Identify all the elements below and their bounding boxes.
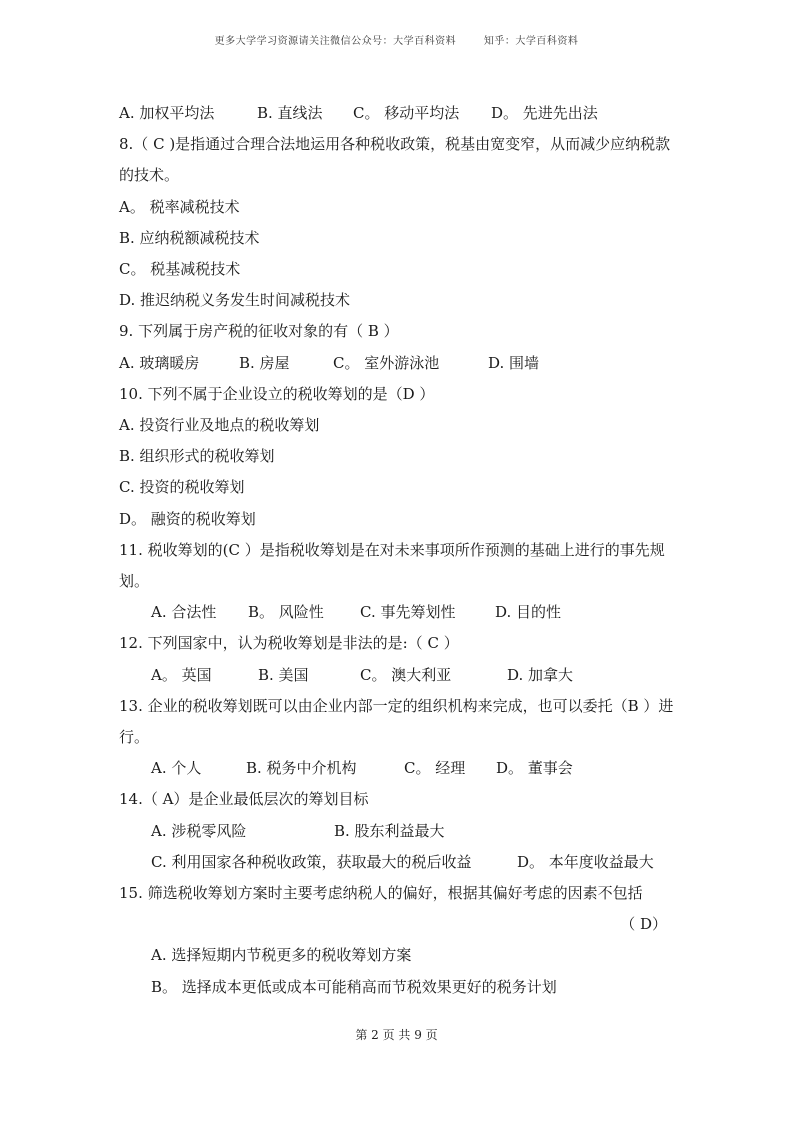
q7-option-b: B. 直线法 — [257, 104, 323, 122]
q9-stem: 9. 下列属于房产税的征收对象的有（ B ） — [119, 322, 399, 341]
q13-option-b: B. 税务中介机构 — [246, 759, 357, 778]
q8-stem: 8.（ C )是指通过合理合法地运用各种税收政策，税基由宽变窄，从而减少应纳税款的技术。 — [119, 135, 671, 185]
q15-stem: 15. 筛选税收筹划方案时主要考虑纳税人的偏好，根据其偏好考虑的因素不包括 — [119, 884, 643, 903]
document-body — [119, 98, 679, 1003]
q15-answer: （ D） — [620, 915, 667, 934]
q12-options — [119, 660, 679, 691]
q7-option-c: C。 移动平均法 — [353, 104, 460, 122]
q10-stem: 10. 下列不属于企业设立的税收筹划的是（D ） — [119, 384, 435, 403]
q12-option-d: D. 加拿大 — [507, 665, 574, 684]
page-header — [0, 32, 793, 47]
q11-option-a: A. 合法性 — [151, 603, 217, 622]
q9-option-d: D. 围墙 — [488, 353, 540, 372]
q12-option-a: A。 英国 — [151, 665, 212, 684]
q15-option-b: B。 选择成本更低或成本可能稍高而节税效果更好的税务计划 — [151, 977, 557, 996]
q7-option-a: A. 加权平均法 — [119, 104, 215, 122]
q13-options — [119, 753, 679, 784]
q11-option-d: D. 目的性 — [495, 603, 562, 622]
q13-option-a: A. 个人 — [151, 759, 202, 778]
q9-option-c: C。 室外游泳池 — [333, 353, 440, 372]
q14-options-row1 — [119, 816, 679, 847]
q15-option-a: A. 选择短期内节税更多的税收筹划方案 — [151, 946, 412, 965]
q11-option-c: C. 事先筹划性 — [360, 603, 456, 622]
q7-options — [119, 98, 679, 129]
q12-stem: 12. 下列国家中，认为税收筹划是非法的是:（ C ） — [119, 634, 459, 653]
page-number: 第 2 页 共 9 页 — [355, 1028, 438, 1042]
q9-option-a: A. 玻璃暖房 — [119, 353, 200, 372]
q13-option-c: C。 经理 — [404, 759, 466, 778]
header-zhihu-note: 知乎：大学百科资料 — [483, 36, 579, 47]
q8-option-a: A。 税率减税技术 — [119, 197, 240, 216]
q11-option-b: B。 风险性 — [248, 603, 324, 622]
q10-option-d: D。 融资的税收筹划 — [119, 509, 256, 528]
q11-stem: 11. 税收筹划的(C ）是指税收筹划是在对未来事项所作预测的基础上进行的事先规划。 — [119, 540, 665, 591]
q8-option-b: B. 应纳税额减税技术 — [119, 228, 260, 247]
q14-stem: 14.（ A）是企业最低层次的筹划目标 — [119, 790, 369, 809]
q8-option-d: D. 推迟纳税义务发生时间减税技术 — [119, 291, 351, 310]
q11-options — [119, 597, 679, 628]
q14-options-row2 — [119, 847, 679, 878]
q13-option-d: D。 董事会 — [496, 759, 573, 778]
q10-option-b: B. 组织形式的税收筹划 — [119, 447, 275, 466]
q9-options — [119, 348, 679, 379]
q8-option-c: C。 税基减税技术 — [119, 260, 241, 279]
header-wechat-note: 更多大学学习资源请关注微信公众号：大学百科资料 — [214, 36, 457, 47]
q10-option-a: A. 投资行业及地点的税收筹划 — [119, 416, 320, 435]
q14-option-a: A. 涉税零风险 — [151, 821, 247, 840]
q14-option-b: B. 股东利益最大 — [334, 821, 445, 840]
q9-option-b: B. 房屋 — [239, 353, 290, 372]
q7-option-d: D。 先进先出法 — [491, 104, 598, 122]
q12-option-b: B. 美国 — [258, 665, 309, 684]
q13-stem: 13. 企业的税收筹划既可以由企业内部一定的组织机构来完成，也可以委托（B ）进行。 — [119, 696, 674, 747]
q14-option-d: D。 本年度收益最大 — [517, 852, 654, 871]
q10-option-c: C. 投资的税收筹划 — [119, 478, 245, 497]
q12-option-c: C。 澳大利亚 — [360, 665, 452, 684]
q14-option-c: C. 利用国家各种税收政策，获取最大的税后收益 — [151, 852, 472, 871]
